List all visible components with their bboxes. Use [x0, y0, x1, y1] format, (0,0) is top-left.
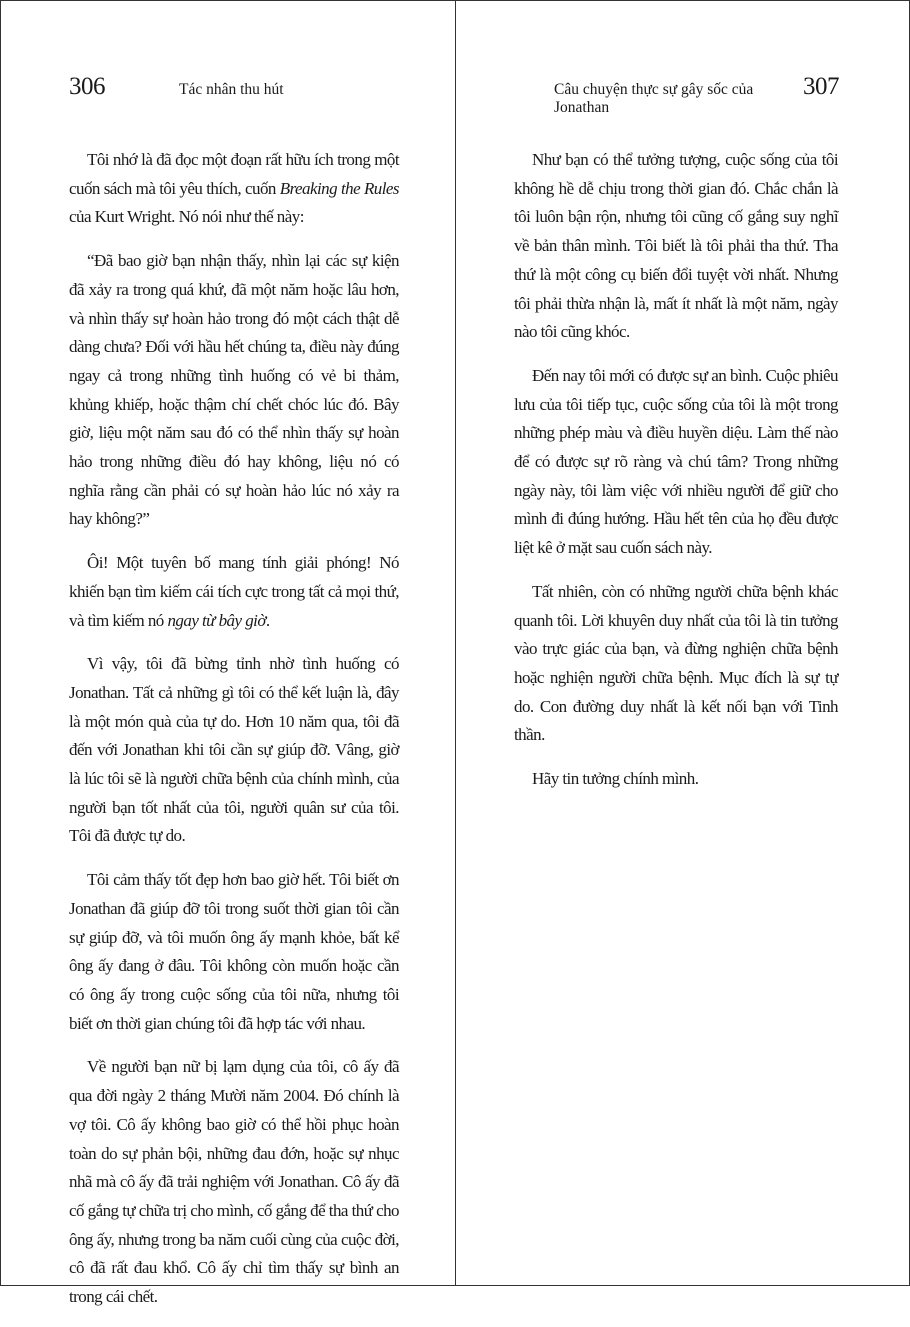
paragraph: Tất nhiên, còn có những người chữa bệnh khác quanh tôi. Lời khuyên duy nhất của tôi là tin tưởng vào trực giác của bạn, và đừng nghiện chữa bệnh hoặc nghiện người chữa bệnh. Mục đích là sự tự do. Con đường duy nhất là kết nối bạn với Tinh thần. [514, 581, 838, 745]
right-page-body [514, 146, 838, 809]
italic-text: ngay từ bây giờ [167, 610, 266, 630]
paragraph: Như bạn có thể tưởng tượng, cuộc sống của tôi không hề dễ chịu trong thời gian đó. Chắc chắn là tôi luôn bận rộn, nhưng tôi cũng cố gắng suy nghĩ về bản thân mình. Tôi biết là tôi phải tha thứ. Tha thứ là một công cụ biến đổi tuyệt vời nhất. Nhưng tôi phải thừa nhận là, mất ít nhất là một năm, ngày nào tôi cũng khóc. [514, 150, 838, 342]
paragraph: Đến nay tôi mới có được sự an bình. Cuộc phiêu lưu của tôi tiếp tục, cuộc sống của tôi là một trong những phép màu và điều huyền diệu. Làm thế nào để có được sự rõ ràng và chú tâm? Trong những ngày này, tôi làm việc với nhiều người để giữ cho mình đi đúng hướng. Hầu hết tên của họ đều được liệt kê ở mặt sau cuốn sách này. [514, 365, 838, 558]
left-page-body [69, 146, 399, 1327]
paragraph: Tôi nhớ là đã đọc một đoạn rất hữu ích trong một cuốn sách mà tôi yêu thích, cuốn Breaking the Rules của Kurt Wright. Nó nói như thế này: [69, 150, 399, 227]
italic-text: Breaking the Rules [279, 178, 399, 198]
right-running-title: Câu chuyện thực sự gây sốc của Jonathan [554, 81, 754, 116]
left-page-number: 306 [69, 73, 105, 100]
left-page [1, 1, 455, 1307]
right-page-number: 307 [803, 73, 839, 100]
paragraph: Tôi cảm thấy tốt đẹp hơn bao giờ hết. Tôi biết ơn Jonathan đã giúp đỡ tôi trong suốt thời gian tôi cần sự giúp đỡ, và tôi muốn ông ấy mạnh khỏe, bất kể ông ấy đang ở đâu. Tôi không còn muốn hoặc cần có ông ấy trong cuộc sống của tôi nữa, nhưng tôi biết ơn thời gian chúng tôi đã hợp tác với nhau. [69, 870, 399, 1033]
right-page-header [554, 73, 839, 116]
paragraph: Hãy tin tưởng chính mình. [532, 769, 699, 789]
left-running-title: Tác nhân thu hút [179, 81, 284, 98]
paragraph: Vì vậy, tôi đã bừng tỉnh nhờ tình huống có Jonathan. Tất cả những gì tôi có thể kết luận là, đây là một món quà của tự do. Hơn 10 năm qua, tôi đã đến với Jonathan khi tôi cần sự giúp đỡ. Vâng, giờ là lúc tôi sẽ là người chữa bệnh của chính mình, của người bạn tốt nhất của tôi, người quân sư của tôi. Tôi đã được tự do. [69, 654, 399, 846]
paragraph: Về người bạn nữ bị lạm dụng của tôi, cô ấy đã qua đời ngày 2 tháng Mười năm 2004. Đó chính là vợ tôi. Cô ấy không bao giờ có thể hồi phục hoàn toàn do sự phản bội, những đau đớn, hoặc sự nhục nhã mà cô ấy đã trải nghiệm với Jonathan. Cô ấy đã cố gắng tự chữa trị cho mình, cố gắng để tha thứ cho ông ấy, nhưng trong ba năm cuối cùng của cuộc đời, cô đã rất đau khổ. Cô ấy chỉ tìm thấy sự bình an trong cái chết. [69, 1057, 399, 1307]
left-page-header [69, 73, 399, 109]
paragraph: Ôi! Một tuyên bố mang tính giải phóng! Nó khiến bạn tìm kiếm cái tích cực trong tất cả mọi thứ, và tìm kiếm nó ngay từ bây giờ. [69, 553, 399, 630]
right-page [456, 1, 909, 1285]
paragraph: “Đã bao giờ bạn nhận thấy, nhìn lại các sự kiện đã xảy ra trong quá khứ, đã một năm hoặc lâu hơn, và nhìn thấy sự hoàn hảo trong đó một cách thật dễ dàng chưa? Đối với hầu hết chúng ta, điều này đúng ngay cả trong những tình huống có vẻ bi thảm, khủng khiếp, hoặc thậm chí chết chóc lúc đó. Bây giờ, liệu một năm sau đó có thể nhìn thấy sự hoàn hảo trong những điều đó hay không, liệu nó có nghĩa rằng cần phải có sự hoàn hảo lúc nó xảy ra hay không?” [69, 251, 399, 529]
